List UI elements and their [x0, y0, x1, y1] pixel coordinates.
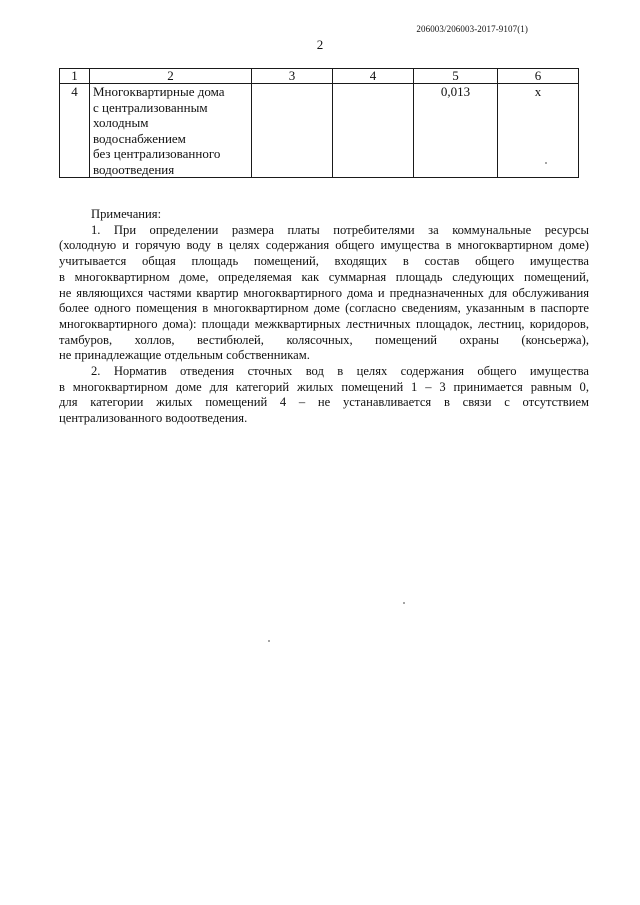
category-line: с централизованным [93, 99, 208, 115]
note-line: в многоквартирном доме для категорий жилых помещений 1 – 3 принимается равным 0, [59, 379, 589, 394]
header-cell-2: 2 [90, 69, 252, 84]
table-header-row [60, 69, 579, 84]
note-line: не являющихся частями квартир многоквартирного дома и предназначенных для обслуживания [59, 285, 589, 300]
notes-title: Примечания: [91, 207, 162, 221]
category-line: водоснабжением [93, 130, 186, 146]
header-cell-1: 1 [60, 69, 90, 84]
norm-value-cell: 0,013 [414, 84, 498, 178]
document-id: 206003/206003-2017-9107(1) [416, 24, 528, 34]
note-line: более одного помещения в многоквартирном доме (согласно сведениям, указанным в паспорте [59, 301, 589, 316]
header-cell-3: 3 [252, 69, 333, 84]
page-number: 2 [316, 37, 324, 52]
column-6-cell: х [498, 84, 579, 178]
note-line: многоквартирного дома): площади межквартирных лестничных площадок, лестниц, коридоров, [59, 316, 589, 331]
note-line: для категории жилых помещений 4 – не устанавливается в связи с отсутствием [59, 395, 589, 410]
column-4-cell [333, 84, 414, 178]
note-line: учитывается общая площадь помещений, входящих в состав общего имущества [59, 254, 589, 269]
category-line: без централизованного [93, 146, 221, 161]
column-3-cell [252, 84, 333, 178]
note-line: централизованного водоотведения. [59, 411, 248, 426]
note-line: 2. Норматив отведения сточных вод в целях содержания общего имущества [91, 364, 589, 379]
note-line: не принадлежащие отдельным собственникам. [59, 348, 310, 363]
note-2 [59, 364, 589, 427]
row-number-cell: 4 [60, 84, 90, 178]
scan-speck [268, 640, 270, 642]
note-1 [59, 223, 589, 364]
category-line: Многоквартирные дома [93, 84, 225, 99]
category-line: водоотведения [93, 161, 175, 177]
note-line: 1. При определении размера платы потребителями за коммунальные ресурсы [91, 222, 589, 237]
note-line: тамбуров, холлов, вестибюлей, колясочных, помещений охраны (консьержа), [59, 332, 589, 347]
note-line: (холодную и горячую воду в целях содержания общего имущества в многоквартирном доме) [59, 238, 589, 253]
table-row [60, 84, 579, 178]
scan-speck [403, 602, 405, 604]
header-cell-5: 5 [414, 69, 498, 84]
housing-category-cell [90, 84, 252, 178]
scan-speck [545, 162, 547, 164]
norms-table [59, 68, 579, 178]
notes-section [59, 207, 589, 427]
category-line: холодным [93, 115, 149, 130]
header-cell-4: 4 [333, 69, 414, 84]
header-cell-6: 6 [498, 69, 579, 84]
note-line: в многоквартирном доме, определяемая как суммарная площадь следующих помещений, [59, 269, 589, 284]
